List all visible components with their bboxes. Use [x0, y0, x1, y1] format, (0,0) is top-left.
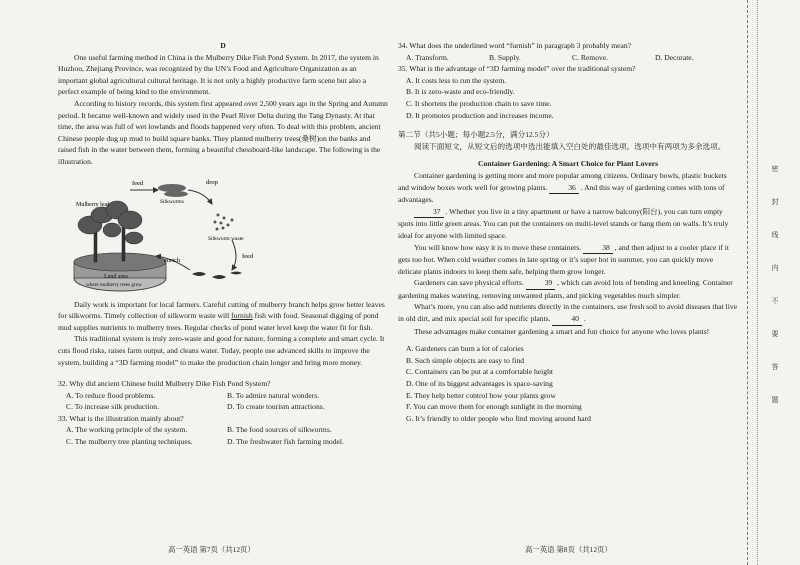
q32-option-c: C. To increase silk production. [66, 402, 159, 412]
section-2-instruction: 阅读下面短文，从短文后的选项中选出能填入空白处的最佳选项。选项中有两项为多余选项。 [414, 141, 726, 151]
cloze-p1-text: Container gardening is getting more and more popular among citizens. Ordinary bowls, plastic buckets and window boxes work well for growing plants. [398, 170, 727, 192]
q34-option-c: C. Remove. [572, 52, 609, 62]
label-silkworms: Silkworms [160, 198, 184, 205]
underlined-word: furnish [231, 311, 253, 321]
p3-after: fish with food. Seasonal digging of pond mud supplies nutrients to mulberry trees. Regular checks of pond water level keep the water fit for fish. [58, 311, 379, 332]
cloze-paragraph-3 [398, 242, 738, 278]
cloze-options [398, 343, 738, 424]
cloze-p5-text: What’s more, you can also add nutrients directly in the containers, use fresh soil to avoid diseases that live in old dirt, and mix special soil for specific plants. [398, 302, 738, 324]
cloze-p4-text-end: , which can avoid lots of bending and kneeling. Container gardening makes watering, removing unwanted plants, and picking vegetables much simpler. [398, 278, 733, 300]
binding-char-1: 密 [771, 165, 779, 173]
cloze-option-f: F. You can move them for enough sunlight in the morning [406, 402, 582, 412]
cloze-paragraph-6: These advantages make container gardening a smart and fun choice for anyone who loves plants! [414, 326, 710, 336]
cloze-p1-text-end: . And this way of gardening comes with tons of advantages. [398, 182, 725, 205]
cloze-paragraph-2 [398, 206, 738, 242]
q32-option-b: B. To admire natural wonders. [227, 390, 320, 400]
label-mulberry-leaf: Mulberry leaf [76, 201, 110, 208]
label-enrich: enrich [164, 256, 181, 264]
passage-d-paragraph-3 [58, 299, 388, 334]
q33-options [58, 424, 388, 447]
section-2-header: 第二节（共5小题；每小题2.5分，满分12.5分） [398, 130, 554, 140]
q33-option-c: C. The mulberry tree planting techniques. [66, 437, 193, 447]
cloze-option-d: D. One of its biggest advantages is space-saving [406, 379, 553, 389]
label-feed-right: feed [242, 252, 254, 260]
left-column [58, 0, 388, 448]
label-feed-top: feed [132, 179, 144, 187]
right-column [398, 0, 738, 424]
cloze-option-c: C. Containers can be put at a comfortable height [406, 367, 553, 377]
cloze-option-g: G. It’s friendly to older people who find moving around hard [406, 413, 591, 423]
q35-option-c: C. It shortens the production chain to save time. [406, 98, 552, 108]
q33-option-a: A. The working principle of the system. [66, 425, 188, 435]
cloze-p3-text-end: , and then adjust to a cooler place if it gets too hot. When cold weather comes in late spring or it’s super hot in summer, you can quickly move delicate plants indoors to keep them safe, helping them grow longer. [398, 242, 730, 276]
binding-margin [739, 0, 800, 565]
illustration-drawing [72, 170, 272, 295]
q33-option-b: B. The food sources of silkworms. [227, 425, 332, 435]
p3-before: Daily work is important for local farmers. Careful cutting of mulberry branch helps grow better leaves for silkworms. Timely collection of silkworm waste will [58, 299, 385, 321]
footer-left-page-number: 高一英语 第7页（共12页） [168, 545, 255, 554]
binding-char-5: 不 [771, 297, 779, 305]
q32-option-a: A. To reduce flood problems. [66, 390, 156, 400]
footer-right-page-number: 高一英语 第8页（共12页） [525, 545, 612, 554]
cloze-option-e: E. They help better control how your plants grow [406, 390, 556, 400]
cloze-title: Container Gardening: A Smart Choice for Plant Lovers [477, 159, 659, 169]
q33-option-d: D. The freshwater fish farming model. [227, 437, 344, 447]
binding-dotted-line [757, 0, 758, 565]
q35-stem: 35. What is the advantage of “3D farming model” over the traditional system? [398, 64, 636, 74]
binding-dashed-line [747, 0, 748, 565]
passage-d-paragraph-1: One useful farming method in China is the Mulberry Dike Fish Pond System. In 2017, the system in Huzhou, Zhejiang Province, was recognized by the UN’s Food and Agriculture Organization as an important global agricultural cultural heritage. It is not only a highly productive farm scene but also a perfect example of being kind to the environment. [58, 52, 379, 97]
q33-stem: 33. What is the illustration mainly about? [58, 413, 184, 423]
passage-d-paragraph-2: According to history records, this system first appeared over 2,500 years ago in the Spring and Autumn period. It became well-known and widely used in the Pearl River Delta during the Tang Dynasty. At that time, the area was full of wet lowlands and floods happened very often. To deal with this problem, ancient Chinese people dug up mud to build square banks. They planted mulberry trees(桑树)on the banks and raised fish in the water between them, forming a beautiful chessboard-like landscape. The following is the illustration. [58, 98, 388, 166]
binding-char-2: 封 [771, 198, 779, 206]
question-32 [58, 378, 388, 413]
label-land-area: Land area [104, 273, 128, 280]
question-35 [398, 63, 738, 121]
cloze-p5-text-end: . [581, 314, 586, 324]
binding-char-7: 答 [771, 363, 779, 371]
silkworm-icon [158, 184, 188, 197]
cloze-paragraph-4 [398, 277, 738, 301]
binding-char-3: 线 [771, 231, 779, 239]
label-drop: drop [206, 178, 218, 186]
binding-char-6: 要 [771, 330, 779, 338]
q34-option-b: B. Supply. [489, 52, 521, 62]
q34-option-d: D. Decorate. [655, 52, 694, 62]
question-33 [58, 413, 388, 448]
q35-option-a: A. It costs less to run the system. [406, 75, 507, 85]
q35-option-d: D. It promotes production and increases income. [406, 110, 554, 120]
q34-option-a: A. Transform. [406, 52, 449, 62]
blank-39: 39 [526, 277, 556, 290]
question-34 [398, 40, 738, 63]
q32-stem: 32. Why did ancient Chinese build Mulberry Dike Fish Pond System? [58, 379, 271, 389]
cloze-option-a: A. Gardeners can burn a lot of calories [406, 344, 524, 354]
label-land-area-sub: where mulberry trees grow [86, 281, 143, 288]
binding-char-4: 内 [771, 264, 779, 272]
q32-option-d: D. To create tourism attractions. [227, 402, 325, 412]
cloze-paragraph-1 [398, 170, 738, 206]
q32-options [58, 390, 388, 413]
fish-icon [192, 271, 242, 279]
mulberry-dike-illustration [72, 170, 272, 295]
blank-37: 37 [414, 206, 444, 219]
passage-letter: D [220, 41, 226, 50]
blank-38: 38 [583, 242, 613, 255]
passage-d-paragraph-4: This traditional system is truly zero-waste and good for nature, forming a complete and smart cycle. It cuts flood risks, raises farm output, and cleans water. Today, people use advanced skills to improve the system, building a “3D farming model” to make the production chain longer and bring more money. [58, 334, 385, 367]
q34-stem: 34. What does the underlined word “furnish” in paragraph 3 probably mean? [398, 41, 632, 50]
binding-char-8: 题 [771, 396, 779, 404]
silkworm-waste-icon [214, 213, 234, 230]
blank-40: 40 [552, 313, 582, 326]
q35-option-b: B. It is zero-waste and eco-friendly. [406, 87, 515, 97]
blank-36: 36 [549, 182, 579, 195]
q34-options [398, 52, 738, 64]
cloze-option-b: B. Such simple objects are easy to find [406, 355, 525, 365]
cloze-p4-text: Gardeners can save physical efforts. [414, 278, 526, 288]
cloze-paragraph-5 [398, 301, 738, 325]
label-silkworm-waste: Silkworm waste [208, 235, 244, 242]
cloze-p3-text: You will know how easy it is to move these containers. [414, 242, 584, 252]
cloze-p2-text: . Whether you live in a tiny apartment or have a narrow balcony(阳台), you can turn empty spots into little green areas. You can put the containers on multi-level stands or hang them on walls. It’s truly ideal for anyone with limited space. [398, 206, 729, 240]
